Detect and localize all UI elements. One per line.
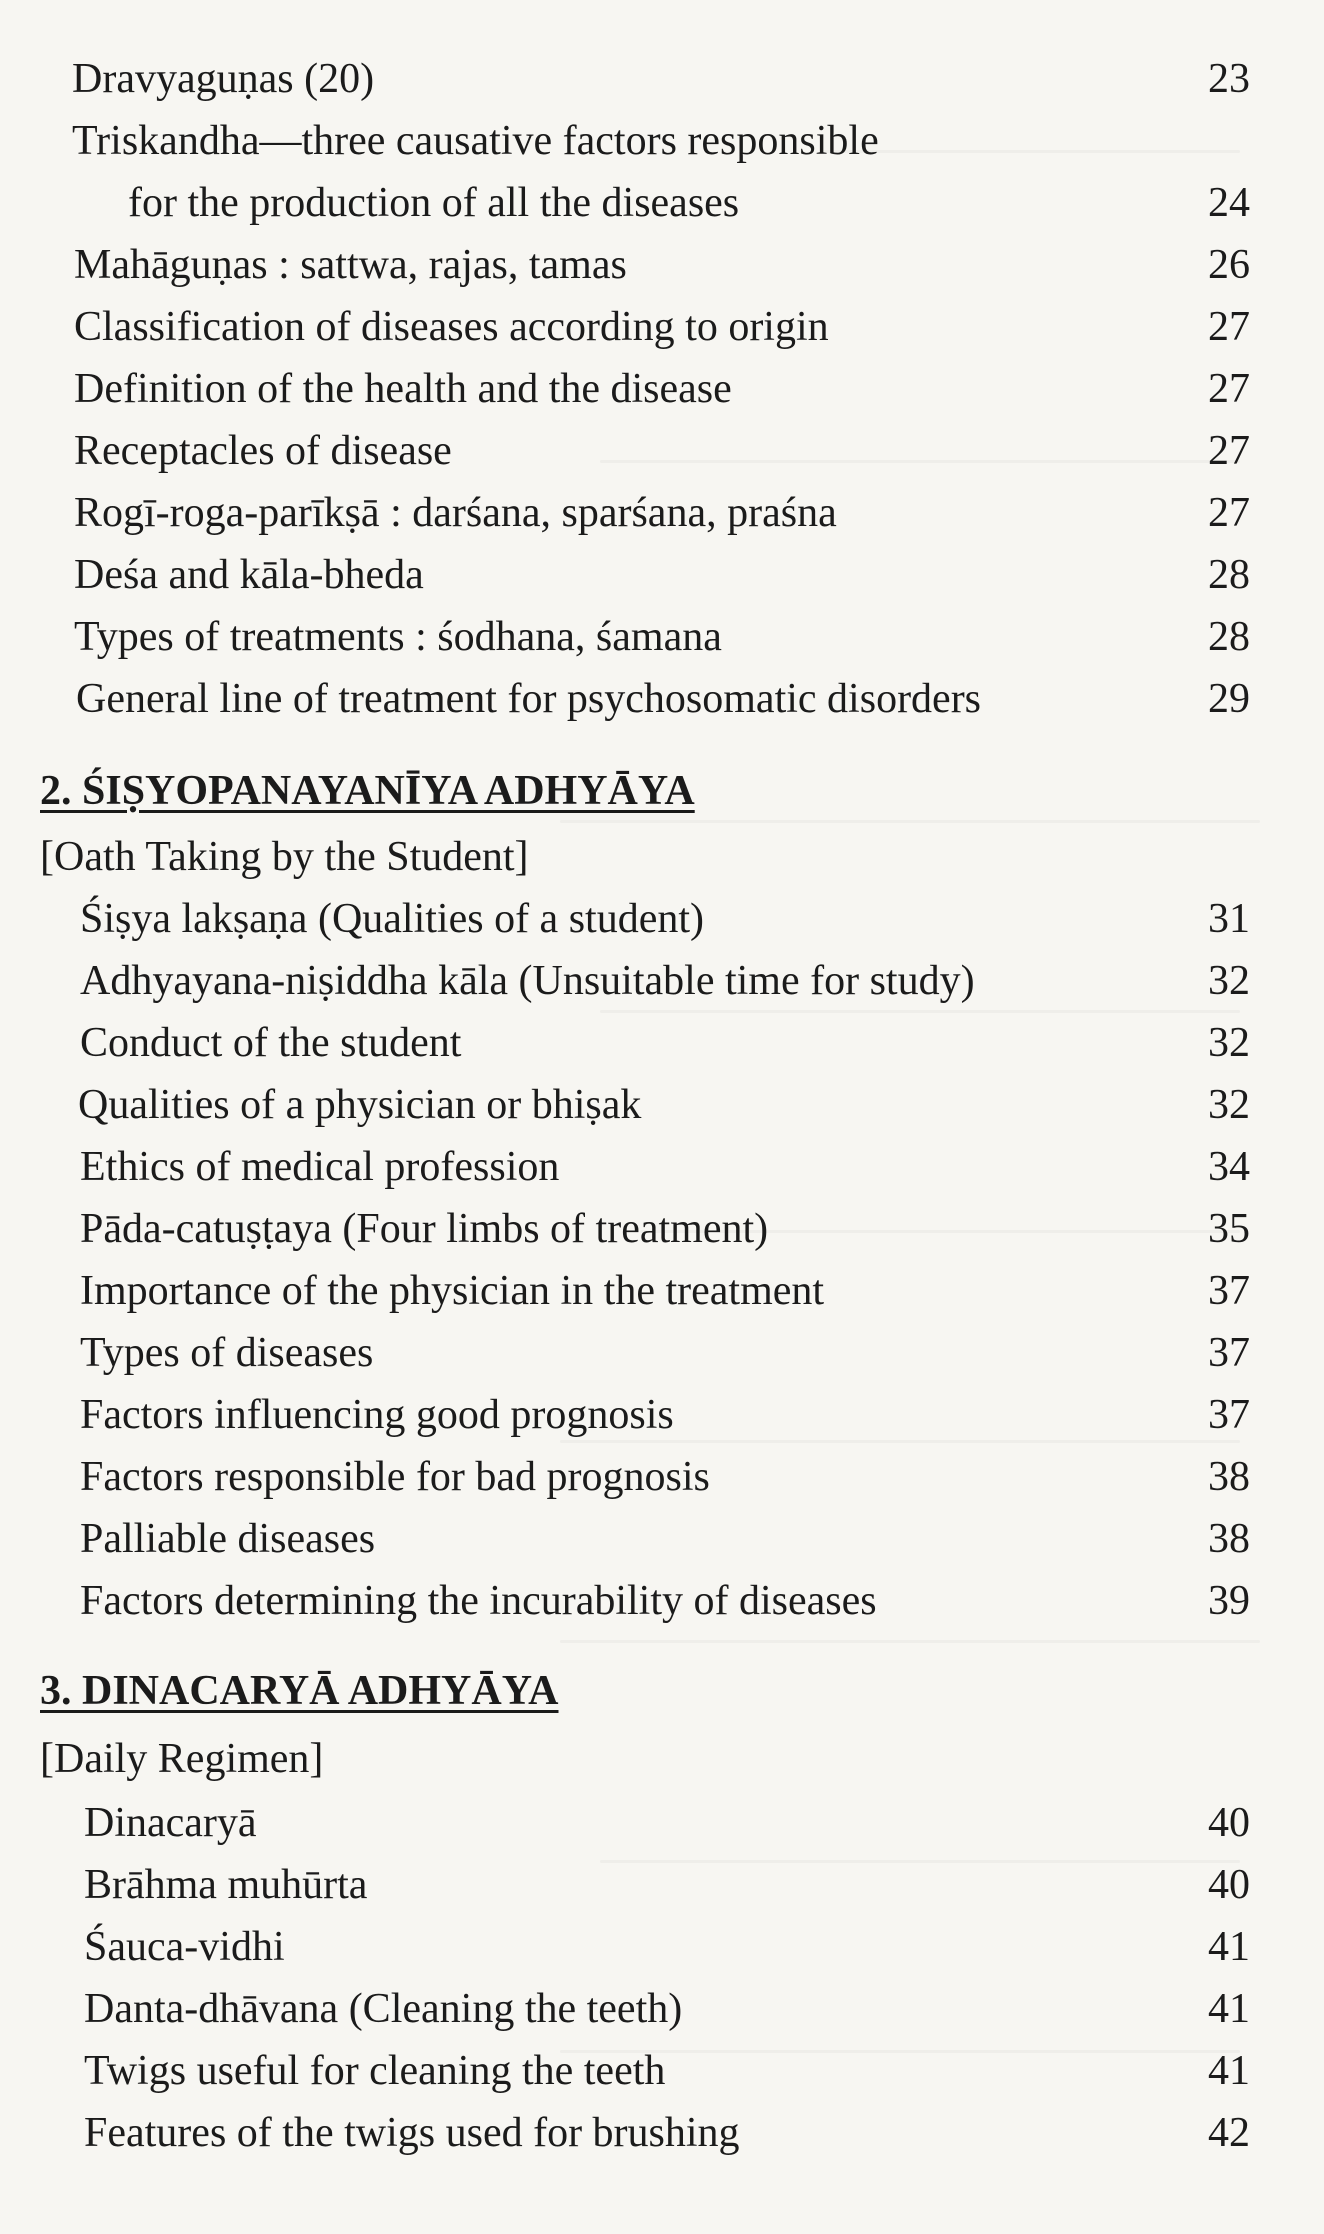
toc-entry	[0, 1792, 1324, 1854]
toc-entry	[0, 668, 1324, 730]
toc-entry-page: 31	[1208, 896, 1250, 942]
toc-entry-title: Brāhma muhūrta	[84, 1862, 368, 1908]
toc-entry-page: 35	[1208, 1206, 1250, 1252]
toc-entry	[0, 606, 1324, 668]
toc-entry-title: Factors responsible for bad prognosis	[80, 1454, 710, 1500]
toc-entry-title: Classification of diseases according to origin	[74, 304, 829, 350]
toc-entry-page: 32	[1208, 1020, 1250, 1066]
toc-entry-page: 23	[1208, 56, 1250, 102]
toc-entry-page: 37	[1208, 1392, 1250, 1438]
toc-entry-page: 26	[1208, 242, 1250, 288]
toc-entry-title: General line of treatment for psychosomatic disorders	[76, 676, 982, 722]
toc-entry-title: Types of treatments : śodhana, śamana	[74, 614, 722, 660]
toc-entry-title: Definition of the health and the disease	[74, 366, 732, 412]
toc-entry-page: 42	[1208, 2110, 1250, 2156]
toc-entry	[0, 234, 1324, 296]
toc-entry-page: 29	[1208, 676, 1250, 722]
toc-entry-title: Receptacles of disease	[74, 428, 452, 474]
toc-entry-title: Pāda-catuṣṭaya (Four limbs of treatment)	[80, 1206, 769, 1252]
toc-entry-title: Śauca-vidhi	[84, 1924, 285, 1970]
toc-entry	[0, 544, 1324, 606]
toc-entry	[0, 482, 1324, 544]
toc-entry-page: 41	[1208, 1924, 1250, 1970]
toc-entry-page: 28	[1208, 614, 1250, 660]
toc-entry	[0, 888, 1324, 950]
toc-entry-title: Danta-dhāvana (Cleaning the teeth)	[84, 1986, 683, 2032]
toc-entry	[0, 1916, 1324, 1978]
toc-entry-page: 27	[1208, 490, 1250, 536]
toc-entry-page: 40	[1208, 1862, 1250, 1908]
toc-entry-page: 28	[1208, 552, 1250, 598]
toc-entry-page: 41	[1208, 1986, 1250, 2032]
toc-entry-title: Adhyayana-niṣiddha kāla (Unsuitable time for study)	[80, 958, 975, 1004]
toc-entry-title: Importance of the physician in the treatment	[80, 1268, 825, 1314]
toc-entry-page: 39	[1208, 1578, 1250, 1624]
toc-entry-title: Śiṣya lakṣaṇa (Qualities of a student)	[80, 896, 705, 942]
toc-entry	[0, 1570, 1324, 1632]
toc-entry-page: 27	[1208, 428, 1250, 474]
toc-entry-title: Deśa and kāla-bheda	[74, 552, 424, 598]
toc-entry	[0, 1012, 1324, 1074]
chapter-heading: 2. ŚIṢYOPANAYANĪYA ADHYĀYA	[40, 768, 695, 814]
toc-entry	[0, 420, 1324, 482]
toc-entry-title: Ethics of medical profession	[80, 1144, 560, 1190]
toc-entry	[0, 110, 1324, 172]
toc-entry	[0, 1136, 1324, 1198]
toc-entry-title: Qualities of a physician or bhiṣak	[78, 1082, 642, 1128]
toc-entry	[0, 172, 1324, 234]
toc-entry-title: Dravyaguṇas (20)	[72, 56, 375, 102]
toc-entry-title: Types of diseases	[80, 1330, 374, 1376]
toc-entry-title: Twigs useful for cleaning the teeth	[84, 2048, 666, 2094]
chapter-subheading: [Oath Taking by the Student]	[40, 834, 529, 880]
toc-entry-page: 34	[1208, 1144, 1250, 1190]
toc-entry	[0, 950, 1324, 1012]
toc-entry-page: 40	[1208, 1800, 1250, 1846]
toc-entry	[0, 1854, 1324, 1916]
toc-entry	[0, 1978, 1324, 2040]
toc-entry	[0, 1322, 1324, 1384]
toc-entry-title: Conduct of the student	[80, 1020, 462, 1066]
toc-entry-page: 32	[1208, 958, 1250, 1004]
toc-entry-page: 37	[1208, 1268, 1250, 1314]
toc-entry	[0, 1384, 1324, 1446]
toc-entry	[0, 1446, 1324, 1508]
toc-entry-title: for the production of all the diseases	[128, 180, 740, 226]
toc-entry-title: Factors determining the incurability of diseases	[80, 1578, 877, 1624]
toc-entry-title: Rogī-roga-parīkṣā : darśana, sparśana, praśna	[74, 490, 837, 536]
toc-entry-title: Mahāguṇas : sattwa, rajas, tamas	[74, 242, 627, 288]
toc-entry-page: 38	[1208, 1516, 1250, 1562]
toc-entry	[0, 1198, 1324, 1260]
toc-entry-page: 32	[1208, 1082, 1250, 1128]
toc-entry	[0, 1508, 1324, 1570]
toc-entry	[0, 1074, 1324, 1136]
toc-entry	[0, 296, 1324, 358]
toc-entry-page: 37	[1208, 1330, 1250, 1376]
toc-entry-title: Dinacaryā	[84, 1800, 257, 1846]
toc-entry	[0, 2040, 1324, 2102]
toc-entry	[0, 2102, 1324, 2164]
toc-entry-title: Triskandha—three causative factors responsible	[72, 118, 879, 164]
toc-entry	[0, 1260, 1324, 1322]
toc-entry-page: 41	[1208, 2048, 1250, 2094]
toc-entry-title: Palliable diseases	[80, 1516, 376, 1562]
toc-entry-title: Features of the twigs used for brushing	[84, 2110, 740, 2156]
toc-entry-page: 27	[1208, 366, 1250, 412]
chapter-heading: 3. DINACARYĀ ADHYĀYA	[40, 1668, 559, 1714]
toc-entry-title: Factors influencing good prognosis	[80, 1392, 674, 1438]
toc-entry-page: 38	[1208, 1454, 1250, 1500]
chapter-subheading: [Daily Regimen]	[40, 1736, 324, 1782]
toc-entry	[0, 48, 1324, 110]
toc-entry-page: 24	[1208, 180, 1250, 226]
toc-entry-page: 27	[1208, 304, 1250, 350]
toc-entry	[0, 358, 1324, 420]
